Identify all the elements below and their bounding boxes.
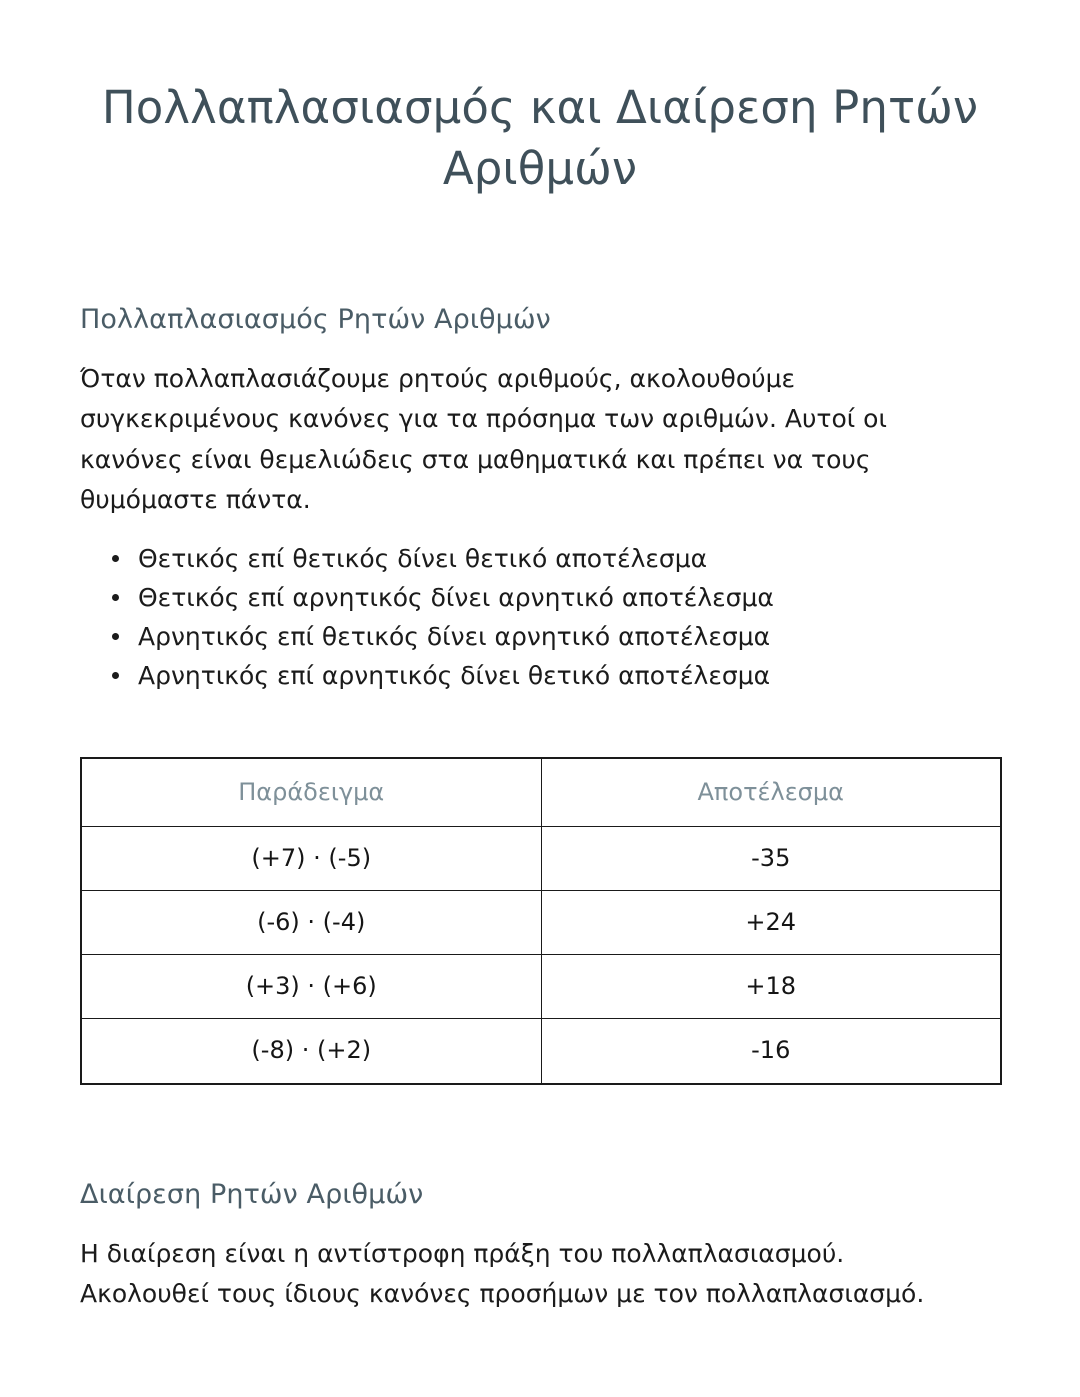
column-header-result: Αποτέλεσμα	[541, 758, 1001, 827]
spacer	[80, 1085, 1000, 1177]
section-heading-multiplication: Πολλαπλασιασμός Ρητών Αριθμών	[80, 303, 551, 335]
cell-result: -35	[541, 826, 1001, 890]
spacer	[80, 521, 1000, 539]
multiplication-intro-paragraph: Όταν πολλαπλασιάζουμε ρητούς αριθμούς, ακολουθούμε συγκεκριμένους κανόνες για τα πρόσημα των αριθμών. Αυτοί οι κανόνες είναι θεμελιώδεις στα μαθηματικά και πρέπει να τους θυμόμαστε πάντα.	[80, 363, 887, 515]
multiplication-examples-table	[80, 757, 1002, 1085]
rule-text: Θετικός επί θετικός δίνει θετικό αποτέλεσμα	[138, 543, 708, 573]
page-title: Πολλαπλασιασμός και Διαίρεση Ρητών Αριθμών	[101, 81, 979, 195]
cell-result: -16	[541, 1019, 1001, 1084]
column-header-example: Παράδειγμα	[81, 758, 541, 827]
table-row	[81, 1019, 1001, 1084]
cell-example: (+3) · (+6)	[81, 955, 541, 1019]
table-row	[81, 890, 1001, 954]
list-item	[138, 617, 1000, 656]
rule-text: Αρνητικός επί αρνητικός δίνει θετικό αποτέλεσμα	[138, 660, 771, 690]
cell-example: (+7) · (-5)	[81, 826, 541, 890]
section-heading-division: Διαίρεση Ρητών Αριθμών	[80, 1178, 424, 1210]
table-header-row	[81, 758, 1001, 827]
sign-rules-list	[80, 539, 1000, 695]
division-paragraph-line-2: Ακολουθεί τους ίδιους κανόνες προσήμων με τον πολλαπλασιασμό.	[80, 1279, 925, 1309]
table-row	[81, 826, 1001, 890]
list-item	[138, 539, 1000, 578]
table-header	[81, 758, 1001, 827]
table-body	[81, 826, 1001, 1083]
spacer	[80, 1212, 1000, 1234]
rule-text: Αρνητικός επί θετικός δίνει αρνητικό αποτέλεσμα	[138, 621, 771, 651]
division-paragraph-line-1: Η διαίρεση είναι η αντίστροφη πράξη του πολλαπλασιασμού.	[80, 1238, 845, 1268]
cell-example: (-8) · (+2)	[81, 1019, 541, 1084]
cell-example: (-6) · (-4)	[81, 890, 541, 954]
list-item	[138, 656, 1000, 695]
table-row	[81, 955, 1001, 1019]
cell-result: +24	[541, 890, 1001, 954]
rule-text: Θετικός επί αρνητικός δίνει αρνητικό αποτέλεσμα	[138, 582, 774, 612]
spacer	[80, 695, 1000, 757]
spacer	[80, 200, 1000, 302]
list-item	[138, 578, 1000, 617]
cell-result: +18	[541, 955, 1001, 1019]
spacer	[80, 337, 1000, 359]
